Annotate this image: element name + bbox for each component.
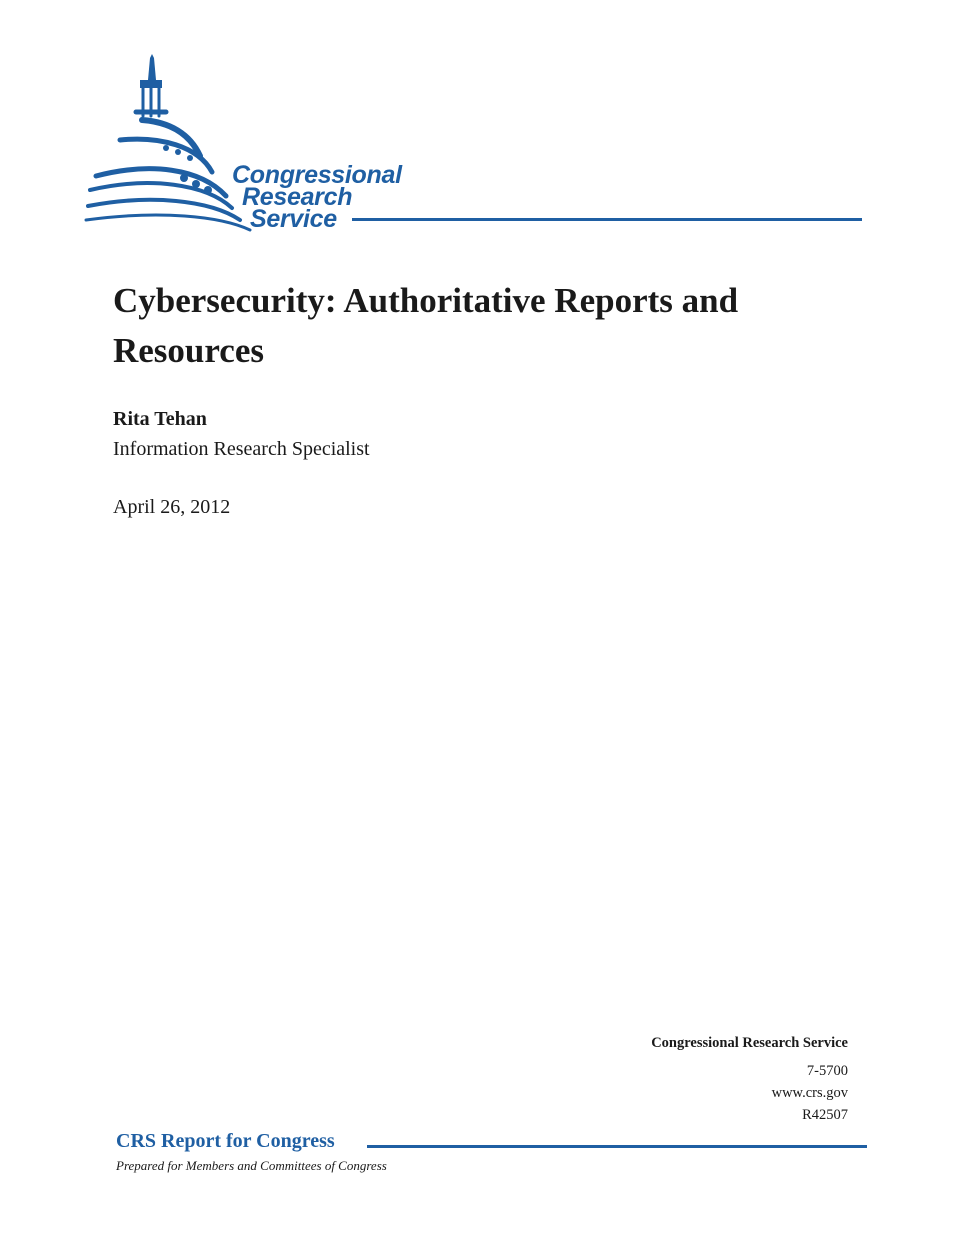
- footer-code: 7-5700: [806, 1063, 848, 1079]
- author-role: Information Research Specialist: [113, 438, 370, 460]
- report-info-block: [651, 1032, 848, 1126]
- footer-report-number: R42507: [802, 1107, 848, 1123]
- header-rule: [352, 218, 862, 221]
- series-subtitle: Prepared for Members and Committees of Congress: [116, 1158, 387, 1173]
- footer-rule: [367, 1145, 867, 1148]
- series-name: CRS Report for Congress: [116, 1130, 335, 1152]
- footer-website[interactable]: www.crs.gov: [771, 1085, 848, 1101]
- footer-org: Congressional Research Service: [651, 1035, 848, 1051]
- publication-date: April 26, 2012: [113, 496, 231, 518]
- logo-text-line2: Research: [242, 183, 353, 211]
- report-title: Cybersecurity: Authoritative Reports and Resources: [113, 281, 739, 370]
- logo-text-line1: Congressional: [232, 161, 402, 189]
- author-name: Rita Tehan: [113, 408, 207, 430]
- logo-text-line3: Service: [250, 205, 337, 233]
